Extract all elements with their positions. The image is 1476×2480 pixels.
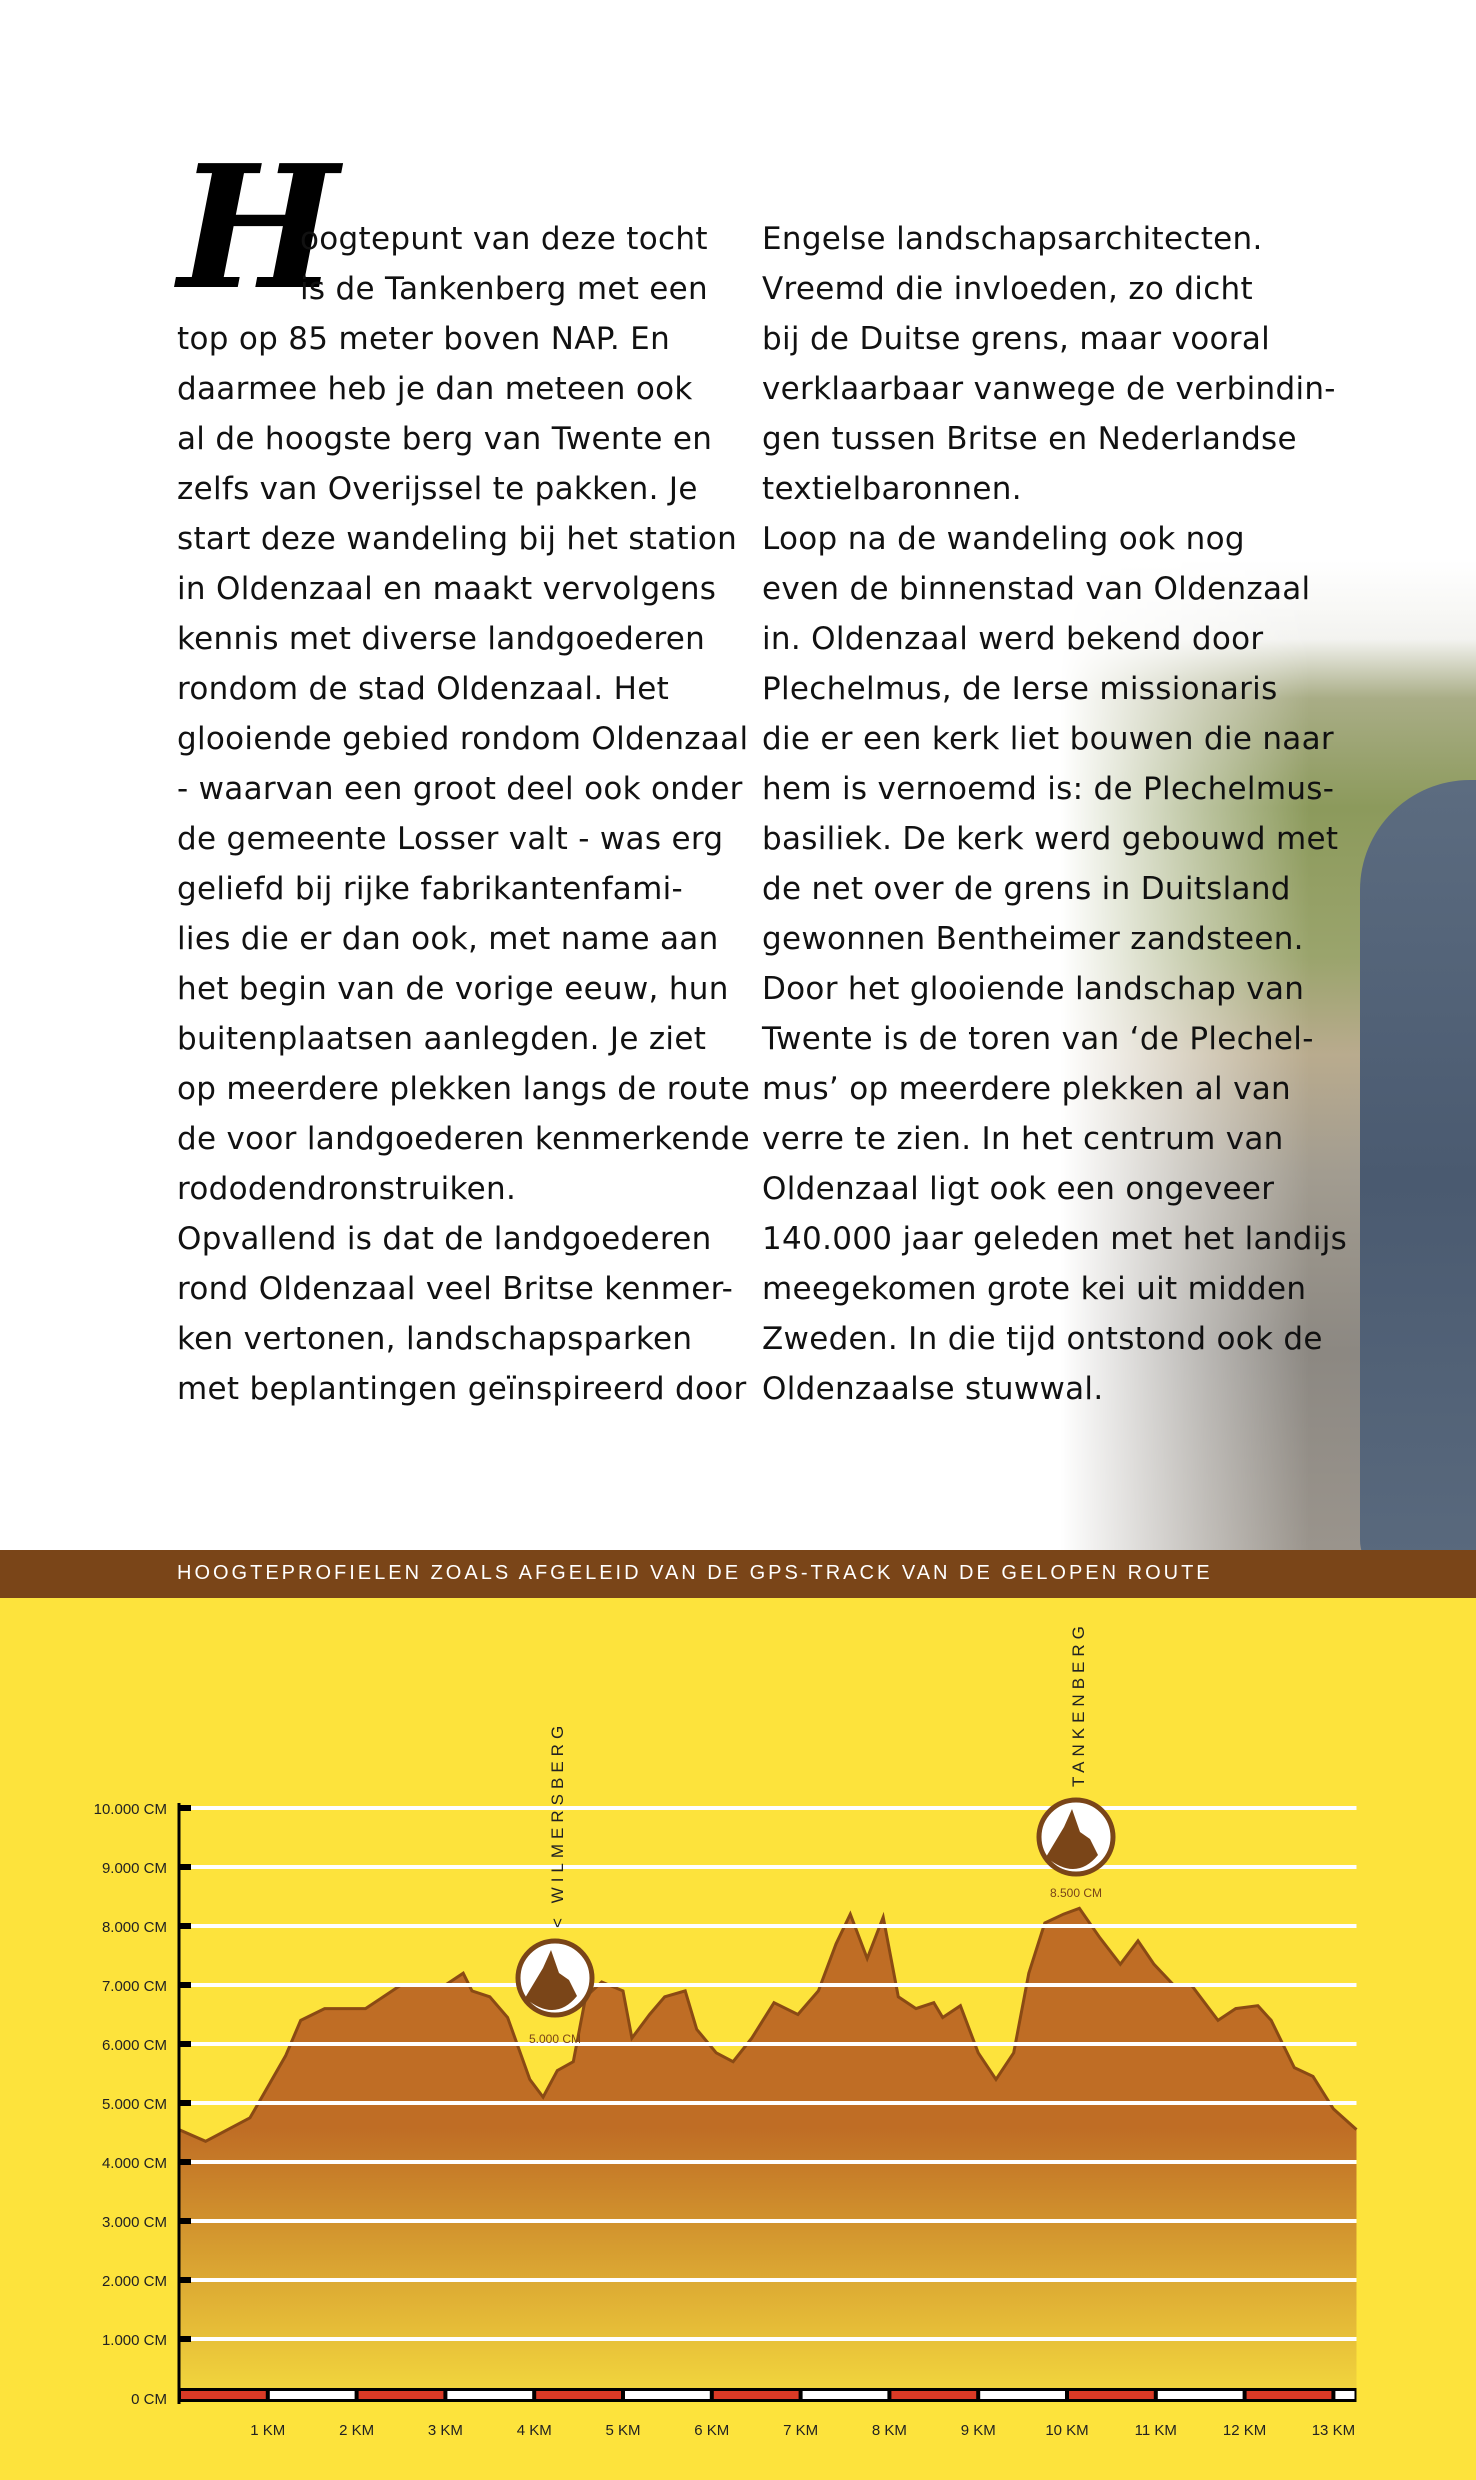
text-line: Oldenzaalse stuwwal. xyxy=(762,1371,1104,1407)
text-line: daarmee heb je dan meteen ook xyxy=(177,371,693,407)
text-line: op meerdere plekken langs de route xyxy=(177,1071,751,1107)
text-line: gewonnen Bentheimer zandsteen. xyxy=(762,921,1304,957)
text-line: zelfs van Overijssel te pakken. Je xyxy=(177,471,698,507)
text-line: even de binnenstad van Oldenzaal xyxy=(762,571,1311,607)
text-line: 140.000 jaar geleden met het landijs xyxy=(762,1221,1348,1257)
scale-segment xyxy=(270,2391,355,2399)
text-line: Oldenzaal ligt ook een ongeveer xyxy=(762,1171,1275,1207)
summit-name: < WILMERSBERG xyxy=(548,1720,567,1928)
text-line: top op 85 meter boven NAP. En xyxy=(177,321,671,357)
summit-height-label: 5.000 CM xyxy=(528,2032,582,2046)
text-line: Engelse landschapsarchitecten. xyxy=(762,221,1263,257)
scale-segment xyxy=(625,2391,710,2399)
text-line: de net over de grens in Duitsland xyxy=(762,871,1291,907)
x-tick-label: 8 KM xyxy=(871,2422,907,2439)
y-tick-label: 9.000 CM xyxy=(101,1860,167,1877)
scale-segment xyxy=(447,2391,532,2399)
scale-segment xyxy=(891,2391,976,2399)
text-line: textielbaronnen. xyxy=(762,471,1022,507)
y-tick-label: 4.000 CM xyxy=(101,2155,167,2172)
summit-name: TANKENBERG xyxy=(1069,1621,1088,1787)
summit-height-label: 8.500 CM xyxy=(1049,1886,1103,1900)
text-line: Opvallend is dat de landgoederen xyxy=(177,1221,712,1257)
text-line: gen tussen Britse en Nederlandse xyxy=(762,421,1297,457)
text-line: mus’ op meerdere plekken al van xyxy=(762,1071,1291,1107)
text-line: de voor landgoederen kenmerkende xyxy=(177,1121,751,1157)
text-line: rododendronstruiken. xyxy=(177,1171,517,1207)
x-tick-label: 1 KM xyxy=(250,2422,286,2439)
text-line: start deze wandeling bij het station xyxy=(177,521,738,557)
x-tick-label: 5 KM xyxy=(605,2422,641,2439)
text-line: buitenplaatsen aanlegden. Je ziet xyxy=(177,1021,707,1057)
scale-segment xyxy=(359,2391,444,2399)
text-line: ken vertonen, landschapsparken xyxy=(177,1321,693,1357)
text-line: Loop na de wandeling ook nog xyxy=(762,521,1245,557)
text-line: - waarvan een groot deel ook onder xyxy=(177,771,743,807)
text-line: geliefd bij rijke fabrikantenfami- xyxy=(177,871,683,907)
text-line: Twente is de toren van ‘de Plechel- xyxy=(762,1021,1314,1057)
text-line: met beplantingen geïnspireerd door xyxy=(177,1371,747,1407)
y-tick-label: 2.000 CM xyxy=(101,2273,167,2290)
y-tick-label: 6.000 CM xyxy=(101,2037,167,2054)
scale-segment xyxy=(803,2391,888,2399)
y-tick-label: 0 CM xyxy=(131,2391,167,2408)
text-line: verklaarbaar vanwege de verbindin- xyxy=(762,371,1336,407)
y-tick-label: 10.000 CM xyxy=(93,1801,167,1818)
x-tick-label: 4 KM xyxy=(516,2422,552,2439)
x-tick-label: 2 KM xyxy=(339,2422,375,2439)
text-line: verre te zien. In het centrum van xyxy=(762,1121,1284,1157)
text-line: glooiende gebied rondom Oldenzaal xyxy=(177,721,749,757)
text-line: de gemeente Losser valt - was erg xyxy=(177,821,724,857)
elevation-area xyxy=(179,1908,1357,2398)
x-tick-label: 12 KM xyxy=(1222,2422,1267,2439)
text-line: Door het glooiende landschap van xyxy=(762,971,1305,1007)
text-line: rond Oldenzaal veel Britse kenmer- xyxy=(177,1271,734,1307)
scale-segment xyxy=(1158,2391,1243,2399)
y-tick-label: 3.000 CM xyxy=(101,2214,167,2231)
x-tick-label: 6 KM xyxy=(694,2422,730,2439)
y-tick-label: 8.000 CM xyxy=(101,1919,167,1936)
scale-segment xyxy=(980,2391,1065,2399)
y-tick-label: 1.000 CM xyxy=(101,2332,167,2349)
x-tick-label: 13 KM xyxy=(1311,2422,1356,2439)
scale-segment xyxy=(1335,2391,1354,2399)
x-tick-label: 11 KM xyxy=(1134,2422,1177,2439)
text-line: Zweden. In die tijd ontstond ook de xyxy=(762,1321,1323,1357)
text-line: kennis met diverse landgoederen xyxy=(177,621,706,657)
x-tick-label: 10 KM xyxy=(1045,2422,1089,2439)
scale-segment xyxy=(1247,2391,1332,2399)
scale-segment xyxy=(536,2391,621,2399)
text-line: lies die er dan ook, met name aan xyxy=(177,921,719,957)
x-tick-label: 9 KM xyxy=(960,2422,996,2439)
text-line: Plechelmus, de Ierse missionaris xyxy=(762,671,1278,707)
text-line: basiliek. De kerk werd gebouwd met xyxy=(762,821,1339,857)
text-line: in. Oldenzaal werd bekend door xyxy=(762,621,1264,657)
y-tick-label: 7.000 CM xyxy=(101,1978,167,1995)
y-tick-label: 5.000 CM xyxy=(101,2096,167,2113)
scale-segment xyxy=(1069,2391,1154,2399)
text-line: Vreemd die invloeden, zo dicht xyxy=(762,271,1253,307)
drop-cap: H xyxy=(178,128,339,328)
text-line: oogtepunt van deze tocht xyxy=(300,221,708,257)
text-line: al de hoogste berg van Twente en xyxy=(177,421,713,457)
text-line: bij de Duitse grens, maar vooral xyxy=(762,321,1271,357)
x-tick-label: 3 KM xyxy=(427,2422,463,2439)
text-line: in Oldenzaal en maakt vervolgens xyxy=(177,571,717,607)
scale-segment xyxy=(714,2391,799,2399)
text-line: is de Tankenberg met een xyxy=(300,271,708,307)
scale-segment xyxy=(181,2391,266,2399)
text-line: hem is vernoemd is: de Plechelmus- xyxy=(762,771,1335,807)
text-line: rondom de stad Oldenzaal. Het xyxy=(177,671,670,707)
text-line: die er een kerk liet bouwen die naar xyxy=(762,721,1334,757)
text-line: het begin van de vorige eeuw, hun xyxy=(177,971,729,1007)
chart-title: HOOGTEPROFIELEN ZOALS AFGELEID VAN DE GPS-TRACK VAN DE GELOPEN ROUTE xyxy=(177,1562,1213,1584)
x-tick-label: 7 KM xyxy=(783,2422,819,2439)
text-line: meegekomen grote kei uit midden xyxy=(762,1271,1307,1307)
